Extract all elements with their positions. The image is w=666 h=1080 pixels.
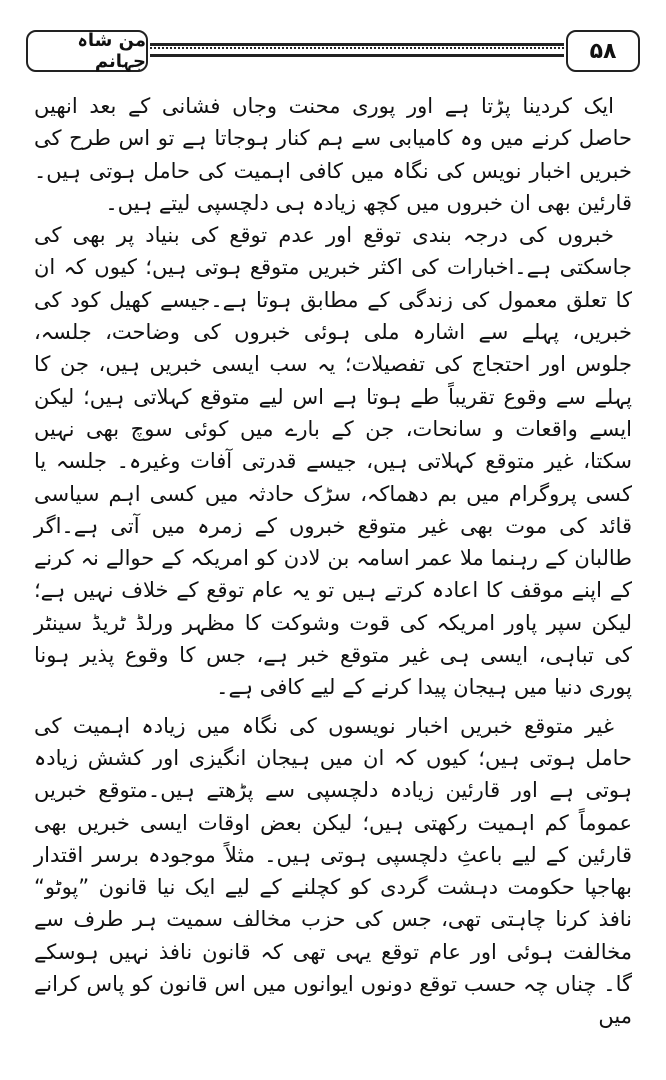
paragraph-3: غیر متوقع خبریں اخبار نویسوں کی نگاہ میں زیادہ اہمیت کی حامل ہوتی ہیں؛ کیوں کہ ان میں ہیجان انگیزی اور کشش زیادہ ہوتی ہے اور قارئین زیادہ دلچسپی سے پڑھتے ہیں۔متوقع خبریں عموماً کم اہمیت رکھتی ہیں؛ لیکن بعض اوقات ایسی خبریں بھی قارئین کے لیے باعثِ دلچسپی ہوتی ہیں۔ مثلاً موجودہ برسر اقتدار بھاجپا حکومت دہشت گردی کو کچلنے کے لیے ایک نیا قانون ”پوٹو“ نافذ کرنا چاہتی تھی، جس کی حزب مخالف سمیت ہر طرف سے مخالفت ہوئی اور عام توقع یہی تھی کہ قانون نافذ نہیں ہوسکے گا۔ چناں چہ حسب توقع دونوں ایوانوں میں اس قانون کو پاس کرانے میں	[34, 713, 632, 1029]
paragraph-1: ایک کردینا پڑتا ہے اور پوری محنت وجاں فشانی کے بعد انھیں حاصل کرنے میں وہ کامیابی سے ہم کنار ہوجاتا ہے تو اس طرح کی خبریں اخبار نویس کی نگاہ میں کافی اہمیت کی حامل ہوتی ہیں۔قارئین بھی ان خبروں میں کچھ زیادہ ہی دلچسپی لیتے ہیں۔	[34, 94, 632, 215]
page-number: ۵۸	[566, 30, 640, 72]
book-title: من شاہ جہانم	[26, 30, 148, 72]
page-header	[20, 28, 646, 72]
header-ornament-rule	[150, 43, 564, 57]
paragraph-2: خبروں کی درجہ بندی توقع اور عدم توقع کی بنیاد پر بھی کی جاسکتی ہے۔اخبارات کی اکثر خبریں متوقع ہوتی ہیں؛ کیوں کہ ان کا تعلق معمول کی زندگی کے مطابق ہوتا ہے۔جیسے کھیل کود کی خبریں، پہلے سے اشارہ ملی ہوئی خبروں کی وضاحت، جلسہ، جلوس اور احتجاج کی تفصیلات؛ یہ سب ایسی خبریں ہیں، جن کا پہلے سے وقوع تقریباً طے ہوتا ہے اس لیے متوقع کہلاتی ہیں؛ لیکن ایسے واقعات و سانحات، جن کے بارے میں کوئی سوچ بھی نہیں سکتا، غیر متوقع کہلاتی ہیں، جیسے قدرتی آفات وغیرہ۔ جلسہ یا کسی پروگرام میں بم دھماکہ، سڑک حادثہ میں کسی اہم سیاسی قائد کی موت بھی غیر متوقع خبروں کے زمرہ میں آتی ہے۔اگر طالبان کے رہنما ملا عمر اسامہ بن لادن کو امریکہ کے حوالے نہ کرنے کے اپنے موقف کا اعادہ کرتے ہیں تو یہ عام توقع کے خلاف نہیں ہے؛ لیکن سپر پاور امریکہ کی قوت وشوکت کا مظہر ورلڈ ٹریڈ سینٹر کی تباہی، ایسی ہی غیر متوقع خبر ہے، جس کا وقوع پذیر ہونا پوری دنیا میں ہیجان پیدا کرنے کے لیے کافی ہے۔	[34, 223, 632, 700]
page-body	[34, 90, 632, 1033]
